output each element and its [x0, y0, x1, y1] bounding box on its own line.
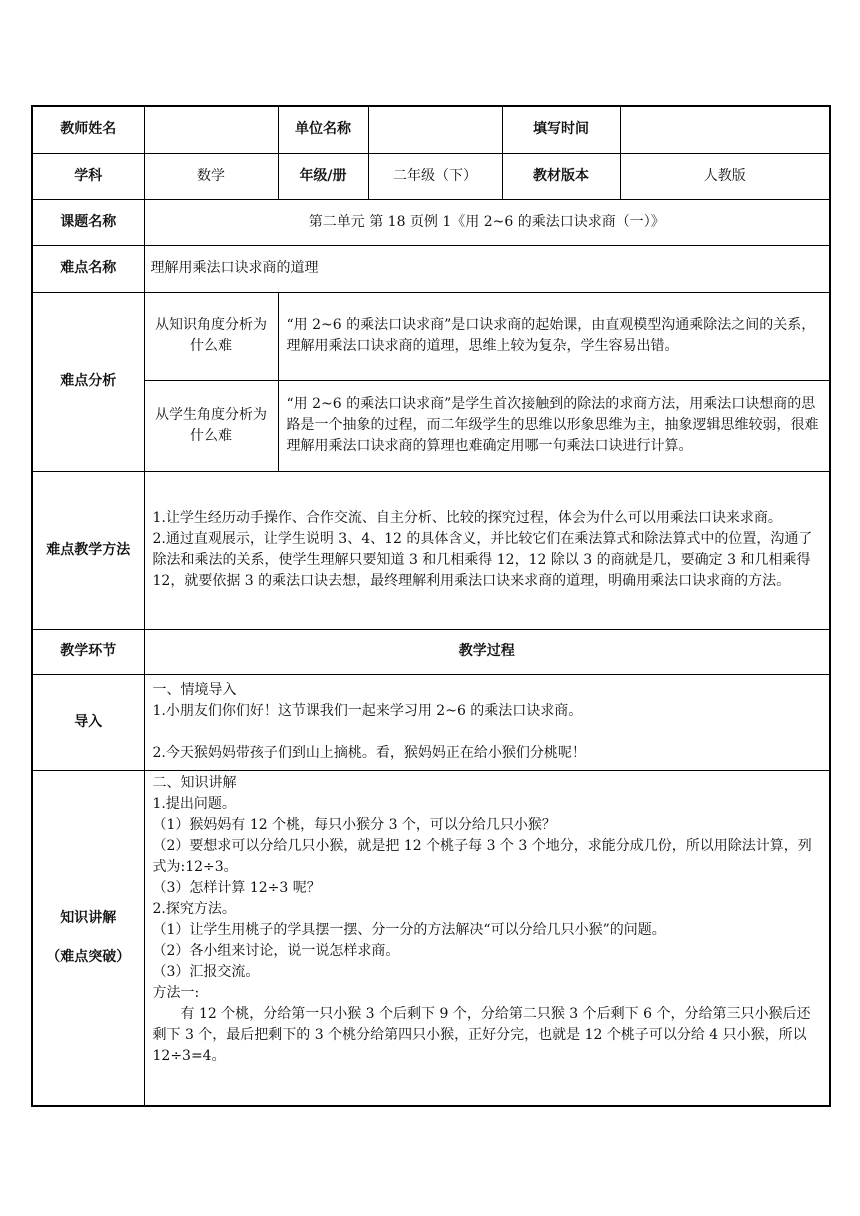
- knowledge-label: 知识讲解: [60, 909, 117, 926]
- date-value: [620, 106, 830, 153]
- knowledge-content: [144, 770, 830, 1106]
- knowledge-line-11: 有 12 个桃，分给第一只小猴 3 个后剩下 9 个，分给第二只猴 3 个后剩下 6 个，分给第三只小猴后还剩下 3 个，最后把剩下的 3 个桃分给第四只小猴，正好分完，也就是 12 个桃子可以分给 4 只小猴，所以 12÷3=4。: [152, 1005, 811, 1064]
- date-label: 填写时间: [502, 106, 620, 153]
- knowledge-line-9: （3）汇报交流。: [152, 963, 260, 980]
- intro-gap: [153, 722, 822, 743]
- stage-header: 教学环节: [32, 629, 144, 674]
- method-label: 难点教学方法: [32, 471, 144, 629]
- knowledge-line-7: （1）让学生用桃子的学具摆一摆、分一分的方法解决“可以分给几只小猴”的问题。: [152, 921, 666, 938]
- knowledge-line-3: （1）猴妈妈有 12 个桃，每只小猴分 3 个，可以分给几只小猴？: [152, 816, 556, 833]
- row-process-header: [32, 629, 830, 674]
- intro-label: 导入: [32, 674, 144, 770]
- knowledge-line-1: 二、知识讲解: [152, 774, 237, 791]
- difficulty-label: 难点名称: [32, 245, 144, 292]
- row-topic: [32, 199, 830, 245]
- knowledge-angle-label: 从知识角度分析为什么难: [144, 292, 278, 380]
- unit-value: [368, 106, 502, 153]
- method-line-2: 2.通过直观展示，让学生说明 3、4、12 的具体含义，并比较它们在乘法算式和除法算式中的位置，沟通了除法和乘法的关系，使学生理解只要知道 3 和几相乘得 12，12 除以 3 的商就是几，要确定 3 和几相乘得 12，就要依据 3 的乘法口诀去想，最终理解利用乘法口诀来求商的道理，明确用乘法口诀求商的方法。: [152, 531, 813, 589]
- intro-content: [144, 674, 830, 770]
- grade-label: 年级/册: [278, 153, 368, 199]
- method-line-1: 1.让学生经历动手操作、合作交流、自主分析、比较的探究过程，体会为什么可以用乘法口诀来求商。: [152, 510, 782, 526]
- knowledge-line-2: 1.提出问题。: [152, 795, 236, 812]
- student-angle-label: 从学生角度分析为什么难: [144, 380, 278, 471]
- method-text: [144, 471, 830, 629]
- knowledge-line-4: （2）要想求可以分给几只小猴，就是把 12 个桃子每 3 个 3 个地分，求能分成几份，所以用除法计算，列式为:12÷3。: [152, 837, 812, 875]
- process-header: 教学过程: [144, 629, 830, 674]
- topic-value: 第二单元 第 18 页例 1《用 2~6 的乘法口诀求商（一）》: [144, 199, 830, 245]
- knowledge-sublabel: （难点突破）: [46, 948, 131, 965]
- intro-line-1: 一、情境导入: [152, 682, 237, 698]
- knowledge-line-8: （2）各小组来讨论，说一说怎样求商。: [152, 942, 400, 959]
- edition-value: 人教版: [620, 153, 830, 199]
- intro-line-3: 2.今天猴妈妈带孩子们到山上摘桃。看，猴妈妈正在给小猴们分桃呢！: [152, 745, 586, 761]
- row-method: [32, 471, 830, 629]
- row-intro: [32, 674, 830, 770]
- student-angle-text: “用 2~6 的乘法口诀求商”是学生首次接触到的除法的求商方法，用乘法口诀想商的思路是一个抽象的过程，而二年级学生的思维以形象思维为主，抽象逻辑思维较弱，很难理解用乘法口诀求商的算理也难确定用哪一句乘法口诀进行计算。: [278, 380, 830, 471]
- row-teacher: [32, 106, 830, 153]
- row-analysis-knowledge: [32, 292, 830, 380]
- grade-value: 二年级（下）: [368, 153, 502, 199]
- row-difficulty: [32, 245, 830, 292]
- teacher-value: [144, 106, 278, 153]
- intro-line-2: 1.小朋友们你们好！这节课我们一起来学习用 2~6 的乘法口诀求商。: [152, 703, 583, 719]
- knowledge-line-6: 2.探究方法。: [152, 900, 236, 917]
- topic-label: 课题名称: [32, 199, 144, 245]
- lesson-plan-table: [31, 105, 831, 1107]
- teacher-label: 教师姓名: [32, 106, 144, 153]
- knowledge-label-cell: [32, 770, 144, 1106]
- analysis-label: 难点分析: [32, 292, 144, 471]
- difficulty-value: 理解用乘法口诀求商的道理: [144, 245, 830, 292]
- knowledge-line-10: 方法一:: [152, 984, 200, 1001]
- unit-label: 单位名称: [278, 106, 368, 153]
- subject-label: 学科: [32, 153, 144, 199]
- knowledge-angle-text: “用 2~6 的乘法口诀求商”是口诀求商的起始课，由直观模型沟通乘除法之间的关系，理解用乘法口诀求商的道理，思维上较为复杂，学生容易出错。: [278, 292, 830, 380]
- row-knowledge: [32, 770, 830, 1106]
- subject-value: 数学: [144, 153, 278, 199]
- row-analysis-student: [32, 380, 830, 471]
- row-subject: [32, 153, 830, 199]
- knowledge-line-5: （3）怎样计算 12÷3 呢？: [152, 879, 321, 896]
- edition-label: 教材版本: [502, 153, 620, 199]
